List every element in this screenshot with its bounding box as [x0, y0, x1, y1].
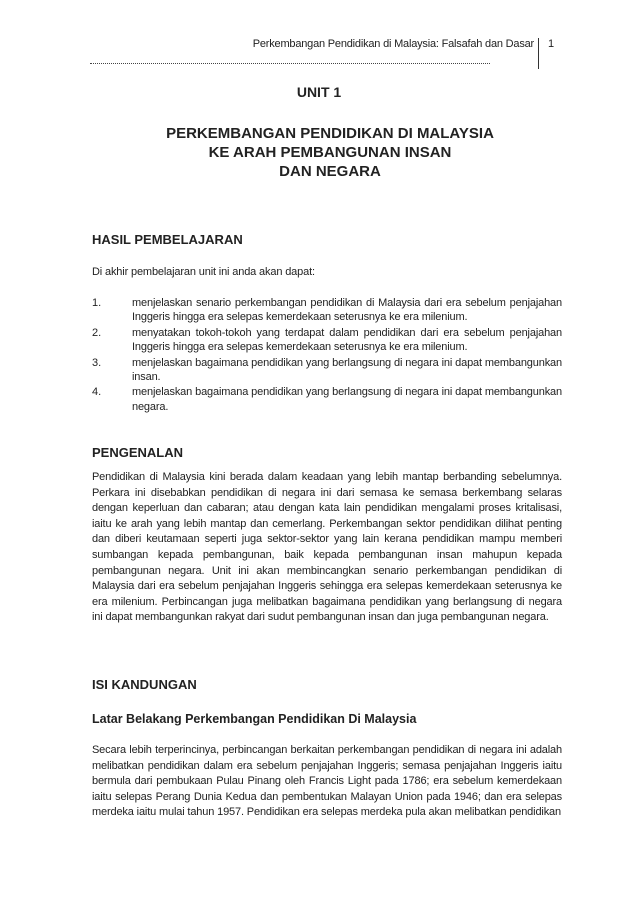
learning-outcomes-intro: Di akhir pembelajaran unit ini anda akan dapat:	[92, 266, 315, 278]
list-item	[92, 356, 562, 385]
list-item-number: 4.	[92, 386, 102, 399]
header-divider	[538, 38, 539, 69]
page-title	[0, 124, 638, 181]
list-item-number: 2.	[92, 326, 102, 339]
title-line: DAN NEGARA	[279, 163, 381, 180]
list-item-text: menjelaskan senario perkembangan pendidikan di Malaysia dari era sebelum penjajahan Inggeris hingga era selepas kemerdekaan seterusnya ke era milenium.	[132, 297, 562, 324]
contents-subheading: Latar Belakang Perkembangan Pendidikan Di Malaysia	[92, 712, 417, 726]
list-item-number: 3.	[92, 356, 102, 369]
running-header	[0, 38, 638, 68]
contents-heading: ISI KANDUNGAN	[92, 677, 197, 692]
header-rule	[90, 63, 490, 64]
list-item	[92, 385, 562, 414]
list-item-text: menjelaskan bagaimana pendidikan yang berlangsung di negara ini dapat membangunkan insan.	[132, 356, 562, 384]
learning-outcomes-list	[92, 296, 562, 414]
introduction-heading: PENGENALAN	[92, 445, 184, 460]
title-line: PERKEMBANGAN PENDIDIKAN DI MALAYSIA	[166, 125, 494, 142]
list-item	[92, 296, 562, 325]
page-number: 1	[548, 38, 555, 50]
title-line: KE ARAH PEMBANGUNAN INSAN	[208, 144, 452, 161]
list-item-text: menjelaskan bagaimana pendidikan yang berlangsung di negara ini dapat membangunkan negara.	[132, 386, 562, 413]
learning-outcomes-heading: HASIL PEMBELAJARAN	[92, 232, 243, 247]
list-item-text: menyatakan tokoh-tokoh yang terdapat dalam pendidikan dari era sebelum penjajahan Inggeris hingga era selepas kemerdekaan seterusnya ke era milenium.	[132, 326, 562, 354]
list-item-number: 1.	[92, 297, 102, 309]
contents-paragraph: Secara lebih terperincinya, perbincangan berkaitan perkembangan pendidikan di negara ini adalah melibatkan pendidikan dalam era sebelum penjajahan Inggeris; semasa penjajahan Inggeris iaitu bermula dari pembukaan Pulau Pinang oleh Francis Light pada 1786; era sebelum kemerdekaan iaitu selepas Perang Dunia Kedua dan pembentukan Malayan Union pada 1946; dan era selepas merdeka iaitu mulai tahun 1957. Pendidikan era selepas merdeka pula akan melibatkan pendidikan	[92, 744, 562, 819]
introduction-paragraph: Pendidikan di Malaysia kini berada dalam keadaan yang lebih mantap berbanding sebelumnya. Perkara ini disebabkan pendidikan di negara ini dari semasa ke semasa berkembang selaras dengan keperluan dan cabaran; atau dengan kata lain pendidikan mengalami proses kritalisasi, iaitu ke arah yang lebih mantap dan cemerlang. Perkembangan sektor pendidikan dilihat penting dan diberi keutamaan seperti juga sektor-sektor yang lain kerana pendidikan mampu memberi sumbangan kepada pembangunan, baik kepada pembangunan insan mahupun kepada pembangunan negara. Unit ini akan membincangkan senario perkembangan pendidikan di Malaysia dari era sebelum penjajahan Inggeris sehingga era selepas kemerdekaan seterusnya ke era milenium. Perbincangan juga melibatkan bagaimana pendidikan yang berlangsung di negara ini dapat membangunkan rakyat dari sudut pembangunan insan dan juga pembangunan negara.	[92, 471, 562, 624]
list-item	[92, 326, 562, 355]
unit-label: UNIT 1	[296, 84, 342, 100]
header-title: Perkembangan Pendidikan di Malaysia: Falsafah dan Dasar	[252, 38, 534, 50]
